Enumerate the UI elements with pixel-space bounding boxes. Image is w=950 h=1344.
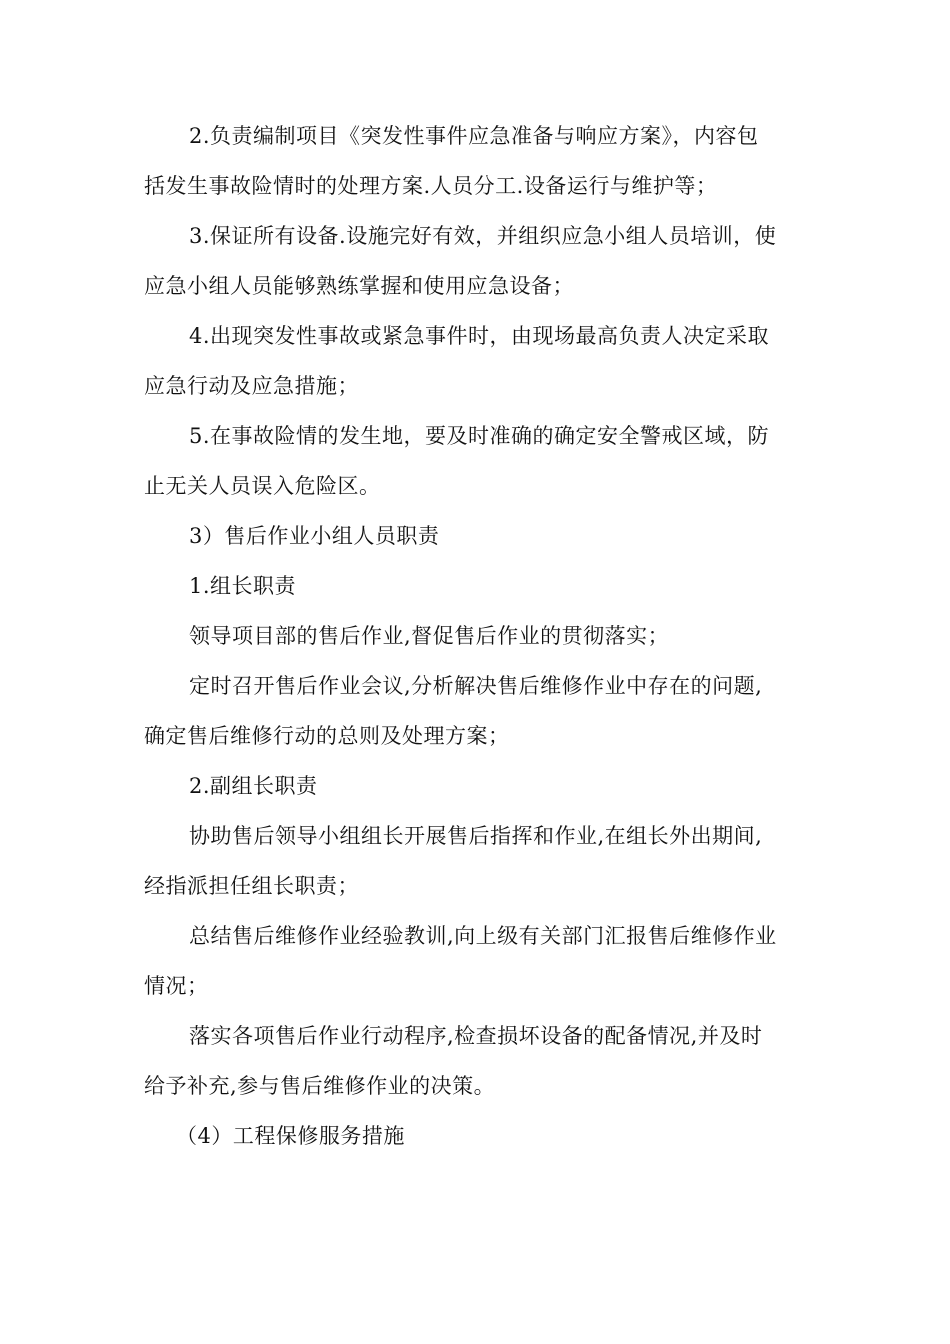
- paragraph-line: 应急行动及应急措施；: [144, 374, 359, 398]
- paragraph-line: 给予补充,参与售后维修作业的决策。: [144, 1074, 496, 1098]
- paragraph-line: 3.保证所有设备.设施完好有效，并组织应急小组人员培训，使: [189, 224, 777, 248]
- paragraph-line: 确定售后维修行动的总则及处理方案；: [144, 724, 510, 748]
- section-heading: 3）售后作业小组人员职责: [189, 524, 440, 548]
- paragraph-line: 括发生事故险情时的处理方案.人员分工.设备运行与维护等；: [144, 174, 718, 198]
- paragraph-line: 2.负责编制项目《突发性事件应急准备与响应方案》，内容包: [189, 124, 759, 148]
- subsection-heading: 2.副组长职责: [189, 774, 318, 798]
- paragraph-line: 4.出现突发性事故或紧急事件时，由现场最高负责人决定采取: [189, 324, 770, 348]
- paragraph-line: 定时召开售后作业会议,分析解决售后维修作业中存在的问题,: [189, 674, 763, 698]
- paragraph-line: 协助售后领导小组组长开展售后指挥和作业,在组长外出期间,: [189, 824, 763, 848]
- paragraph-line: 5.在事故险情的发生地，要及时准确的确定安全警戒区域，防: [189, 424, 770, 448]
- section-heading: （4）工程保修服务措施: [176, 1124, 405, 1148]
- paragraph-line: 止无关人员误入危险区。: [144, 474, 381, 498]
- paragraph-line: 落实各项售后作业行动程序,检查损坏设备的配备情况,并及时: [189, 1024, 763, 1048]
- paragraph-line: 应急小组人员能够熟练掌握和使用应急设备；: [144, 274, 574, 298]
- paragraph-line: 情况；: [144, 974, 209, 998]
- subsection-heading: 1.组长职责: [189, 574, 297, 598]
- paragraph-line: 经指派担任组长职责；: [144, 874, 359, 898]
- paragraph-line: 总结售后维修作业经验教训,向上级有关部门汇报售后维修作业: [189, 924, 777, 948]
- paragraph-line: 领导项目部的售后作业,督促售后作业的贯彻落实；: [189, 624, 670, 648]
